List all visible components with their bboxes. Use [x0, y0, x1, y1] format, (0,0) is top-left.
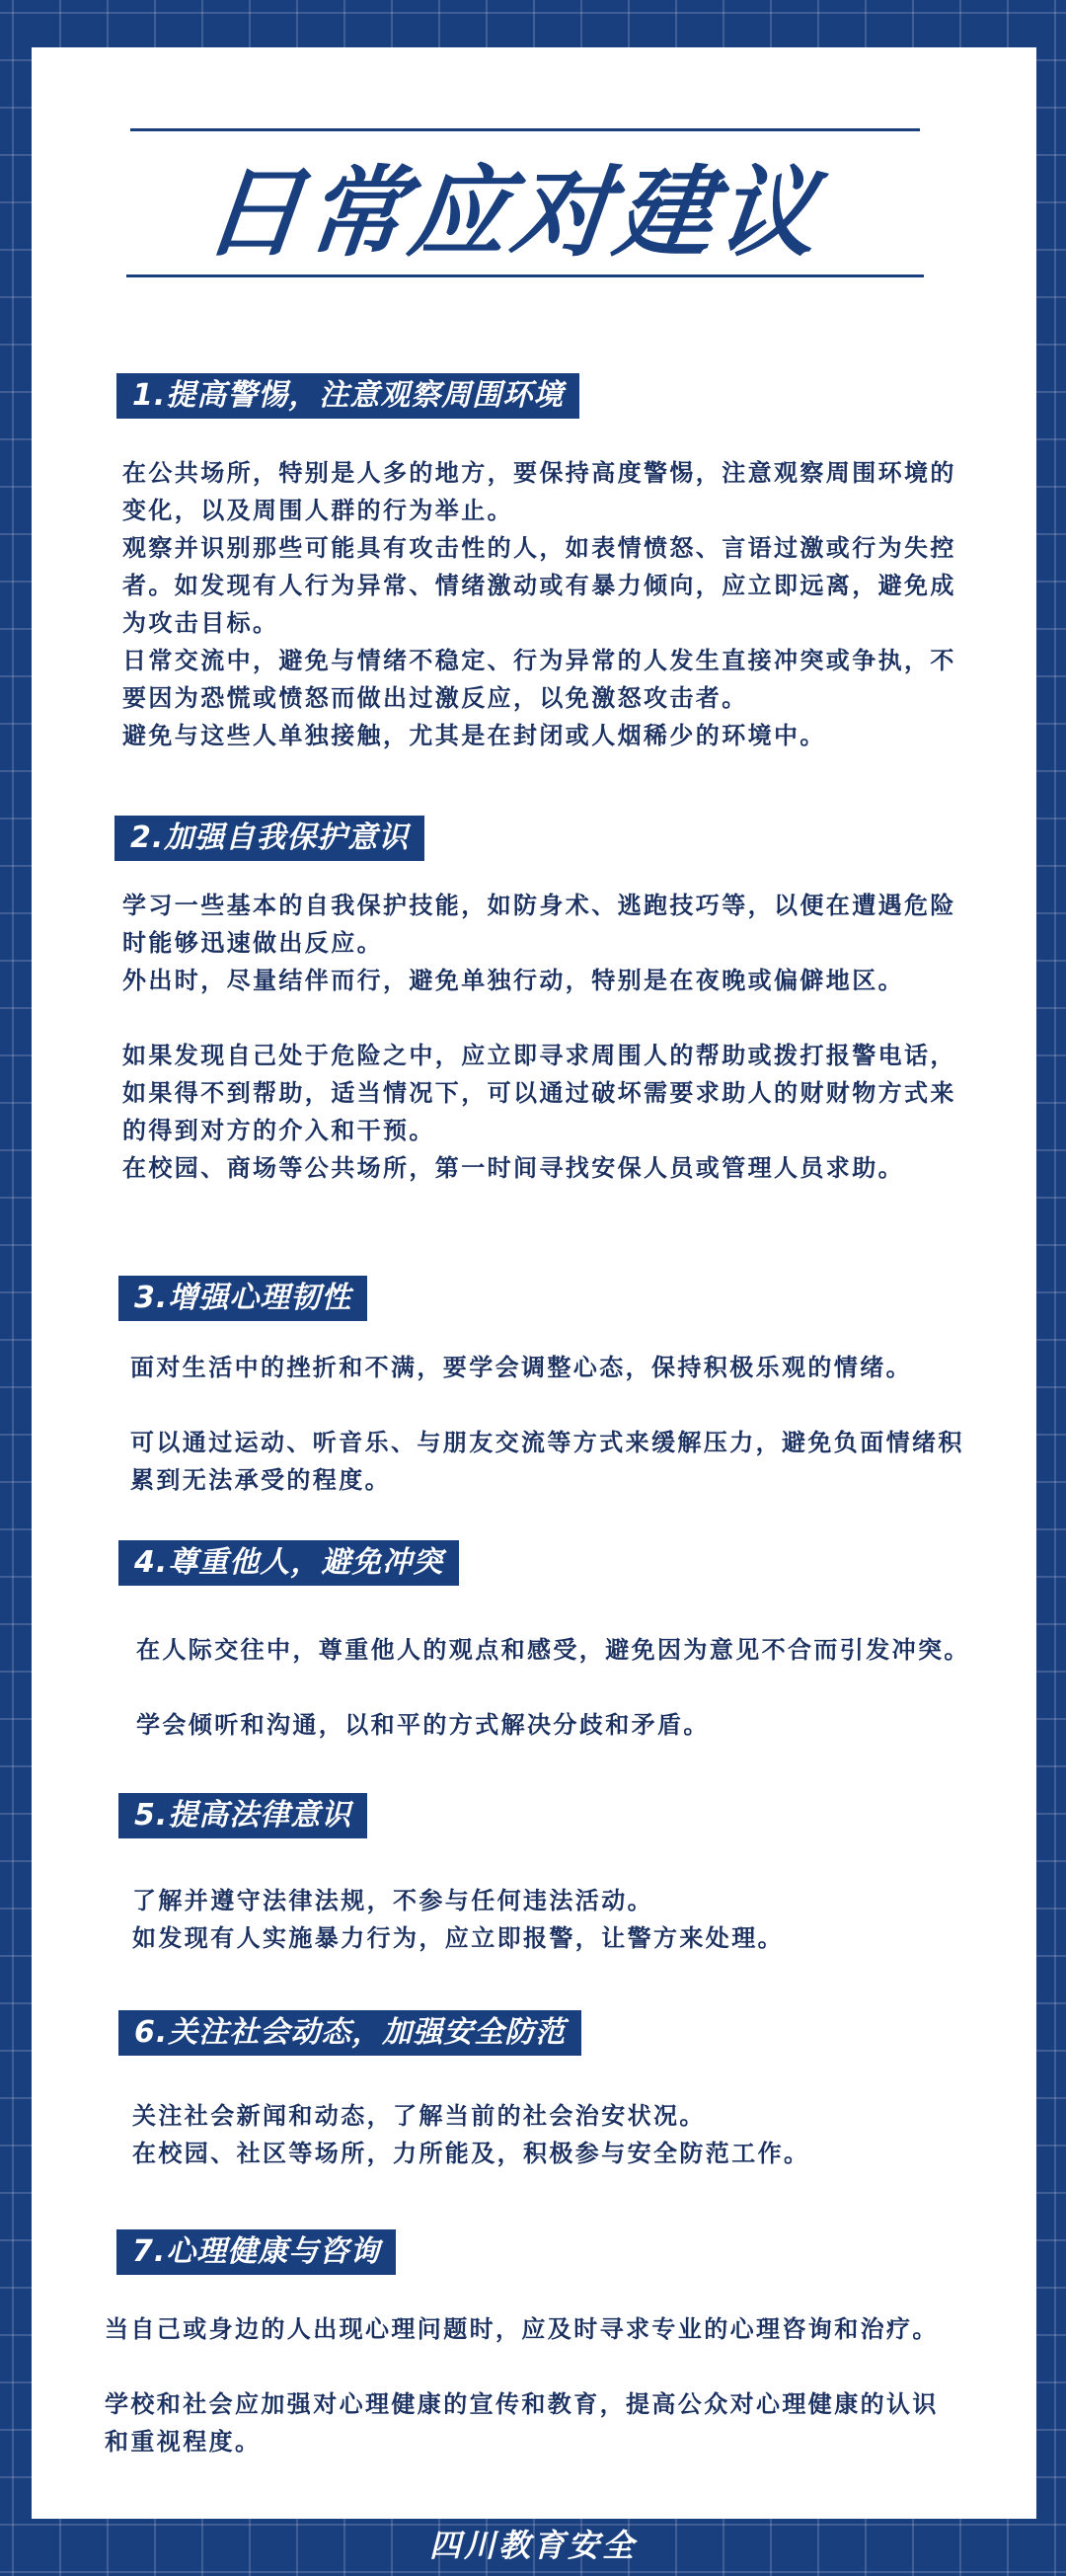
section-1-paragraph-1: 在公共场所，特别是人多的地方，要保持高度警惕，注意观察周围环境的变化，以及周围人群的行为举止。 — [122, 459, 956, 524]
section-4-paragraph-2: 学会倾听和沟通，以和平的方式解决分歧和矛盾。 — [136, 1711, 710, 1739]
content-card — [32, 47, 1036, 2519]
section-1-paragraph-3: 日常交流中，避免与情绪不稳定、行为异常的人发生直接冲突或争执，不要因为恐慌或愤怒而做出过激反应，以免激怒攻击者。 — [122, 647, 956, 712]
section-2-heading: 2.加强自我保护意识 — [114, 816, 424, 861]
title-bottom-rule — [126, 274, 924, 277]
section-3-heading: 3.增强心理韧性 — [118, 1276, 367, 1321]
section-1-paragraph-2: 观察并识别那些可能具有攻击性的人，如表情愤怒、言语过激或行为失控者。如发现有人行为异常、情绪激动或有暴力倾向，应立即远离，避免成为攻击目标。 — [122, 534, 956, 637]
title-top-rule — [130, 128, 920, 131]
page-title: 日常应对建议 — [197, 155, 827, 271]
section-6-heading: 6.关注社会动态，加强安全防范 — [118, 2010, 581, 2056]
section-2-paragraph-2: 外出时，尽量结伴而行，避免单独行动，特别是在夜晚或偏僻地区。 — [122, 967, 904, 994]
section-3-paragraph-1: 面对生活中的挫折和不满，要学会调整心态，保持积极乐观的情绪。 — [130, 1354, 912, 1381]
section-6-paragraph-1: 关注社会新闻和动态，了解当前的社会治安状况。 — [132, 2102, 706, 2130]
section-1-heading: 1.提高警惕，注意观察周围环境 — [116, 373, 579, 419]
section-5-paragraph-2: 如发现有人实施暴力行为，应立即报警，让警方来处理。 — [132, 1924, 784, 1952]
section-7-paragraph-2: 学校和社会应加强对心理健康的宣传和教育，提高公众对心理健康的认识和重视程度。 — [105, 2390, 939, 2456]
section-4-paragraph-1: 在人际交往中，尊重他人的观点和感受，避免因为意见不合而引发冲突。 — [136, 1636, 970, 1664]
section-2-paragraph-3: 如果发现自己处于危险之中，应立即寻求周围人的帮助或拨打报警电话，如果得不到帮助，适当情况下，可以通过破坏需要求助人的财财物方式来的得到对方的介入和干预。 — [122, 1042, 956, 1144]
section-7-heading: 7.心理健康与咨询 — [116, 2229, 396, 2275]
section-3-paragraph-2: 可以通过运动、听音乐、与朋友交流等方式来缓解压力，避免负面情绪积累到无法承受的程度。 — [130, 1429, 964, 1494]
section-2-paragraph-4: 在校园、商场等公共场所，第一时间寻找安保人员或管理人员求助。 — [122, 1154, 904, 1182]
section-2-paragraph-1: 学习一些基本的自我保护技能，如防身术、逃跑技巧等，以便在遭遇危险时能够迅速做出反应。 — [122, 892, 956, 957]
section-6-paragraph-2: 在校园、社区等场所，力所能及，积极参与安全防范工作。 — [132, 2140, 810, 2167]
section-4-heading: 4.尊重他人，避免冲突 — [118, 1540, 459, 1586]
section-1-paragraph-4: 避免与这些人单独接触，尤其是在封闭或人烟稀少的环境中。 — [122, 722, 826, 749]
footer-brand: 四川教育安全 — [428, 2527, 637, 2564]
section-5-paragraph-1: 了解并遵守法律法规，不参与任何违法活动。 — [132, 1887, 653, 1914]
section-7-paragraph-1: 当自己或身边的人出现心理问题时，应及时寻求专业的心理咨询和治疗。 — [105, 2315, 939, 2343]
section-5-heading: 5.提高法律意识 — [118, 1793, 367, 1838]
